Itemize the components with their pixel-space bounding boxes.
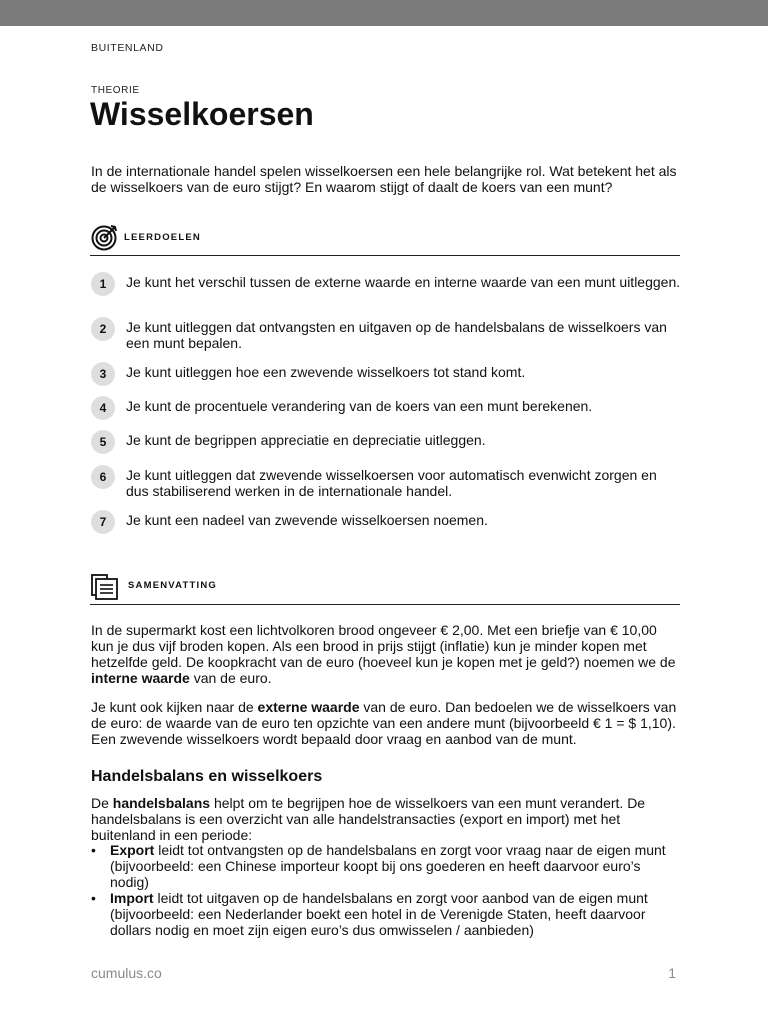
term-externe-waarde: externe waarde xyxy=(257,699,360,715)
goal-text: Je kunt uitleggen hoe een zwevende wisselkoers tot stand komt. xyxy=(126,364,526,380)
goal-text: Je kunt de procentuele verandering van de koers van een munt berekenen. xyxy=(126,398,593,414)
goal-number-badge: 5 xyxy=(91,430,115,454)
goal-number-badge: 7 xyxy=(91,510,115,534)
intro-paragraph: In de internationale handel spelen wisselkoersen een hele belangrijke rol. Wat betekent het als de wisselkoers van de euro stijgt? En waarom stijgt of daalt de koers van een munt? xyxy=(91,163,677,195)
goal-text: Je kunt uitleggen dat ontvangsten en uitgaven op de handelsbalans de wisselkoers van een munt bepalen. xyxy=(126,319,667,351)
category-label: THEORIE xyxy=(91,85,140,96)
list-item: • Import leidt tot uitgaven op de handelsbalans en zorgt voor aanbod van de eigen munt (bijvoorbeeld: een Nederlander boekt een hotel in de Verenigde Staten, heeft daarvoor dollars nodig en moet zijn eigen euro’s dus omwisselen / aanbieden) xyxy=(91,890,648,938)
samenvatting-label: SAMENVATTING xyxy=(128,580,217,591)
divider xyxy=(90,604,680,605)
goal-text: Je kunt de begrippen appreciatie en depreciatie uitleggen. xyxy=(126,432,486,448)
bullet-icon: • xyxy=(91,890,96,906)
goal-text: Je kunt een nadeel van zwevende wisselkoersen noemen. xyxy=(126,512,488,528)
goal-text: Je kunt het verschil tussen de externe waarde en interne waarde van een munt uitleggen. xyxy=(126,274,681,290)
target-icon xyxy=(90,222,120,252)
term-interne-waarde: interne waarde xyxy=(91,670,190,686)
section-heading: Handelsbalans en wisselkoers xyxy=(91,768,323,785)
summary-paragraph: Je kunt ook kijken naar de externe waarde van de euro. Dan bedoelen we de wisselkoers van de euro: de waarde van de euro ten opzichte van een andere munt (bijvoorbeeld € 1 = $ 1,10). Een zwevende wisselkoers wordt bepaald door vraag en aanbod van de munt. xyxy=(91,699,677,747)
goal-text: Je kunt uitleggen dat zwevende wisselkoersen voor automatisch evenwicht zorgen en dus stabiliserend werken in de internationale handel. xyxy=(126,467,657,499)
summary-paragraph: In de supermarkt kost een lichtvolkoren brood ongeveer € 2,00. Met een briefje van € 10,00 kun je dus vijf broden kopen. Als een brood in prijs stijgt (inflatie) kun je minder kopen met hetzelfde geld. De koopkracht van de euro (hoeveel kun je kopen met je geld?) noemen we de interne waarde van de euro. xyxy=(91,622,676,686)
term-handelsbalans: handelsbalans xyxy=(112,795,211,811)
leerdoelen-label: LEERDOELEN xyxy=(124,232,201,243)
page-number: 1 xyxy=(668,965,676,981)
bullet-icon: • xyxy=(91,842,96,858)
list-item: • Export leidt tot ontvangsten op de handelsbalans en zorgt voor vraag naar de eigen munt (bijvoorbeeld: een Chinese importeur koopt bij ons goederen en heeft daarvoor euro’s nodig) xyxy=(91,842,666,890)
goal-number-badge: 6 xyxy=(91,465,115,489)
leerdoelen-header xyxy=(90,222,680,254)
goal-number-badge: 4 xyxy=(91,396,115,420)
samenvatting-header xyxy=(90,572,680,604)
goal-number-badge: 3 xyxy=(91,362,115,386)
document-stack-icon xyxy=(90,572,120,602)
goal-number-badge: 1 xyxy=(91,272,115,296)
handelsbalans-paragraph: De handelsbalans helpt om te begrijpen hoe de wisselkoers van een munt verandert. De handelsbalans is een overzicht van alle handelstransacties (export en import) met het buitenland in een periode: xyxy=(91,795,646,843)
divider xyxy=(90,255,680,256)
top-bar xyxy=(0,0,768,26)
bullet-list xyxy=(91,842,681,938)
section-label: BUITENLAND xyxy=(91,42,164,54)
footer-site: cumulus.co xyxy=(91,965,162,981)
goal-number-badge: 2 xyxy=(91,317,115,341)
page-title: Wisselkoersen xyxy=(90,96,314,132)
